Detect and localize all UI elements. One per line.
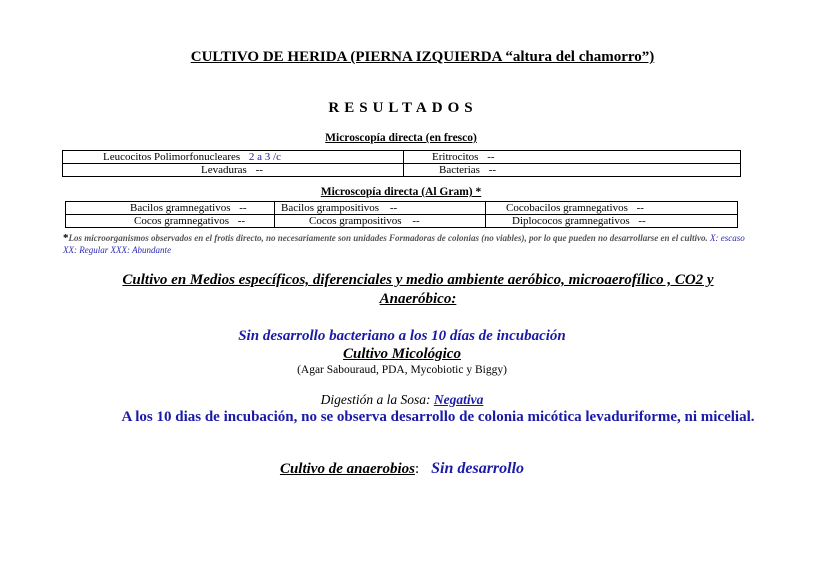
cell-label: Diplococos gramnegativos (512, 215, 630, 227)
cell-label: Levaduras (201, 164, 247, 176)
mycology-result: A los 10 dias de incubación, no se observa desarrollo de colonia micótica levaduriforme, ni micelial. (121, 409, 755, 425)
culture-media-heading: Cultivo en Medios específicos, diferenciales y medio ambiente aeróbico, microaerofílico , CO2 y Anaeróbico: (122, 272, 714, 307)
cell-value: -- (488, 164, 497, 176)
anaerobic-value: Sin desarrollo (431, 460, 525, 477)
table-row (63, 164, 741, 177)
cell-label: Cocos grampositivos (309, 215, 402, 227)
bacterial-result (0, 328, 804, 345)
no-growth-text: Sin desarrollo bacteriano a los 10 días de incubación (238, 328, 566, 344)
table-row (66, 215, 738, 228)
table-cell (404, 164, 741, 177)
abundance-legend: X: escaso XX: Regular XXX: Abundante (63, 233, 745, 255)
cell-label: Eritrocitos (432, 151, 479, 163)
cell-value: -- (255, 164, 263, 176)
cell-value: 2 a 3 /c (248, 151, 281, 163)
digestion-value: Negativa (433, 392, 484, 407)
table-cell (486, 215, 738, 228)
cell-label: Leucocitos Polimorfonucleares (103, 151, 241, 163)
fresh-microscopy-heading: Microscopía directa (en fresco) (325, 132, 477, 144)
cell-value: -- (636, 202, 644, 214)
footnote-star: * (63, 232, 69, 244)
gram-microscopy-table (65, 201, 738, 228)
report-title: CULTIVO DE HERIDA (PIERNA IZQUIERDA “altura del chamorro”) (190, 49, 655, 65)
cell-value: -- (412, 215, 420, 227)
cell-value: -- (638, 215, 646, 227)
table-cell (66, 202, 275, 215)
gram-microscopy-heading: Microscopía directa (Al Gram) * (320, 186, 482, 198)
anaerobic-culture (0, 460, 804, 478)
table-cell (275, 215, 486, 228)
cell-label: Bacilos gramnegativos (130, 202, 231, 214)
microscopy-footnote (63, 232, 753, 256)
anaerobic-label: Cultivo de anaerobios (279, 461, 415, 477)
table-cell (404, 151, 741, 164)
table-cell (66, 215, 275, 228)
footnote-text: Los microorganismos observados en el frotis directo, no necesariamente son unidades Formadoras de colonias (no viables), por lo que pueden no desarrollarse en el cultivo. (68, 233, 708, 243)
anaerobic-colon: : (414, 461, 420, 477)
cell-value: -- (239, 202, 247, 214)
cell-value: -- (237, 215, 246, 227)
table-row (63, 151, 741, 164)
cell-label: Cocos gramnegativos (134, 215, 230, 227)
cell-label: Bacilos grampositivos (281, 202, 380, 214)
table-cell (275, 202, 486, 215)
digestion-label: Digestión a la Sosa: (320, 392, 431, 407)
mycology-heading: Cultivo Micológico (343, 346, 461, 362)
table-cell (63, 164, 404, 177)
table-row (66, 202, 738, 215)
cell-value: -- (487, 151, 495, 163)
table-cell (486, 202, 738, 215)
table-cell (63, 151, 404, 164)
agar-list: (Agar Sabouraud, PDA, Mycobiotic y Biggy) (297, 364, 507, 376)
cell-label: Cocobacilos gramnegativos (506, 202, 628, 214)
cell-label: Bacterias (439, 164, 480, 176)
koh-digestion (0, 392, 804, 408)
results-heading: RESULTADOS (328, 100, 478, 116)
cell-value: -- (389, 202, 398, 214)
fresh-microscopy-table (62, 150, 741, 177)
